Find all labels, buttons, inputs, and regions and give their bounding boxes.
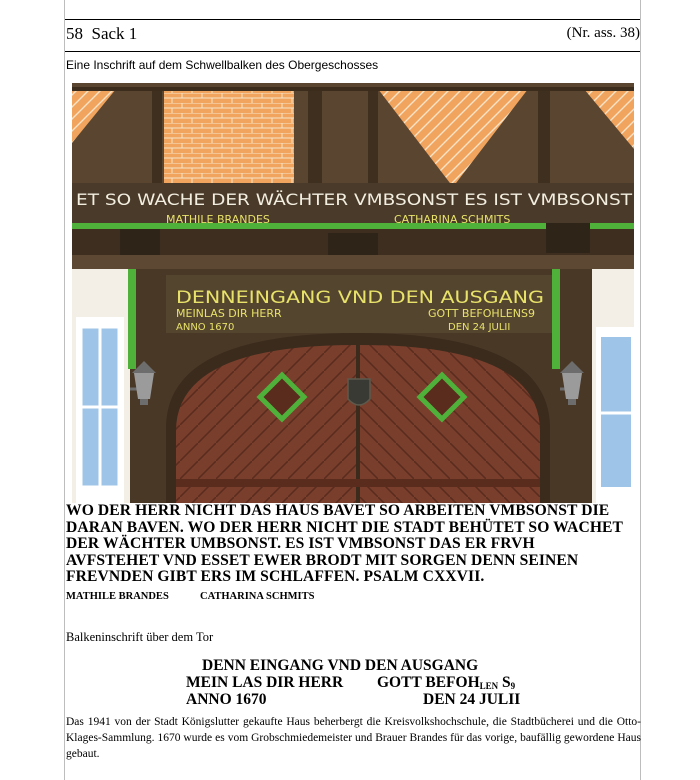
gate-line-2-right: GOTT $BEFOH_{LEN}$ $S_9$ [377, 674, 516, 691]
reference-number: (Nr. ass. 38) [566, 25, 640, 41]
gate-line-3-right: DEN 24 JULII [423, 691, 521, 708]
facade-photo [72, 83, 634, 503]
lintel-line-2-left: MEINLAS DIR HERR [176, 307, 282, 320]
inscription-line: FREVNDEN GIBT ERS IM SCHLAFFEN. PSALM CXXVII. [66, 568, 485, 585]
inscription-line: DARAN BAVEN. WO DER HERR NICHT DIE STADT BEHÜTET SO WACHET [66, 518, 624, 536]
lintel-line-1: DENNEINGANG VND DEN AUSGANG [176, 288, 544, 308]
inscription-line: WO DER HERR NICHT DAS HAUS BAVET SO ARBEITEN VMBSONST DIE [66, 502, 610, 519]
gate-line-3-left: ANNO 1670 [186, 691, 267, 708]
psalm-inscription [66, 503, 646, 586]
beam-name-right: CATHARINA SCHMITS [394, 213, 511, 226]
lintel-line-3-right: DEN 24 JULII [448, 322, 511, 333]
name-right: CATHARINA SCHMITS [200, 591, 315, 602]
header-top-rule [65, 19, 640, 20]
gate-line-1: DENN EINGANG VND DEN AUSGANG [202, 657, 479, 674]
page-header [66, 24, 137, 44]
header-bottom-rule [65, 51, 640, 52]
gate-line-2-left: MEIN LAS DIR HERR [186, 674, 344, 691]
body-paragraph: Das 1941 von der Stadt Königslutter gekaufte Haus beherbergt die Kreisvolkshochschule, die Stadtbücherei und die Otto-Klages-Sammlung. 1670 wurde es vom Grobschmiedemeister und Brauer Brandes für das vorige, baufällig gewordene Haus gebaut. [66, 716, 641, 760]
beam-text: ET SO WACHE DER WÄCHTER VMBSONST ES IST VMBSONST [76, 190, 633, 209]
name-left: MATHILE BRANDES [66, 591, 169, 602]
lintel-line-2-right: GOTT BEFOHLENS9 [428, 307, 535, 320]
page-number: 58 [66, 24, 83, 43]
left-margin-rule [64, 0, 65, 780]
inscription-line: AVFSTEHET VND ESSET EWER BRODT MIT SORGEN DENN SEINEN [66, 551, 579, 569]
subheading: Balkeninschrift über dem Tor [66, 630, 214, 644]
section-title: Sack 1 [91, 24, 138, 43]
inscription-line: DER WÄCHTER UMBSONST. ES IST VMBSONST DAS ER FRVH [66, 535, 535, 552]
right-margin-rule [640, 0, 641, 780]
lintel-line-3-left: ANNO 1670 [176, 322, 235, 333]
photo-caption: Eine Inschrift auf dem Schwellbalken des Obergeschosses [66, 58, 379, 72]
beam-name-left: MATHILE BRANDES [166, 213, 270, 226]
